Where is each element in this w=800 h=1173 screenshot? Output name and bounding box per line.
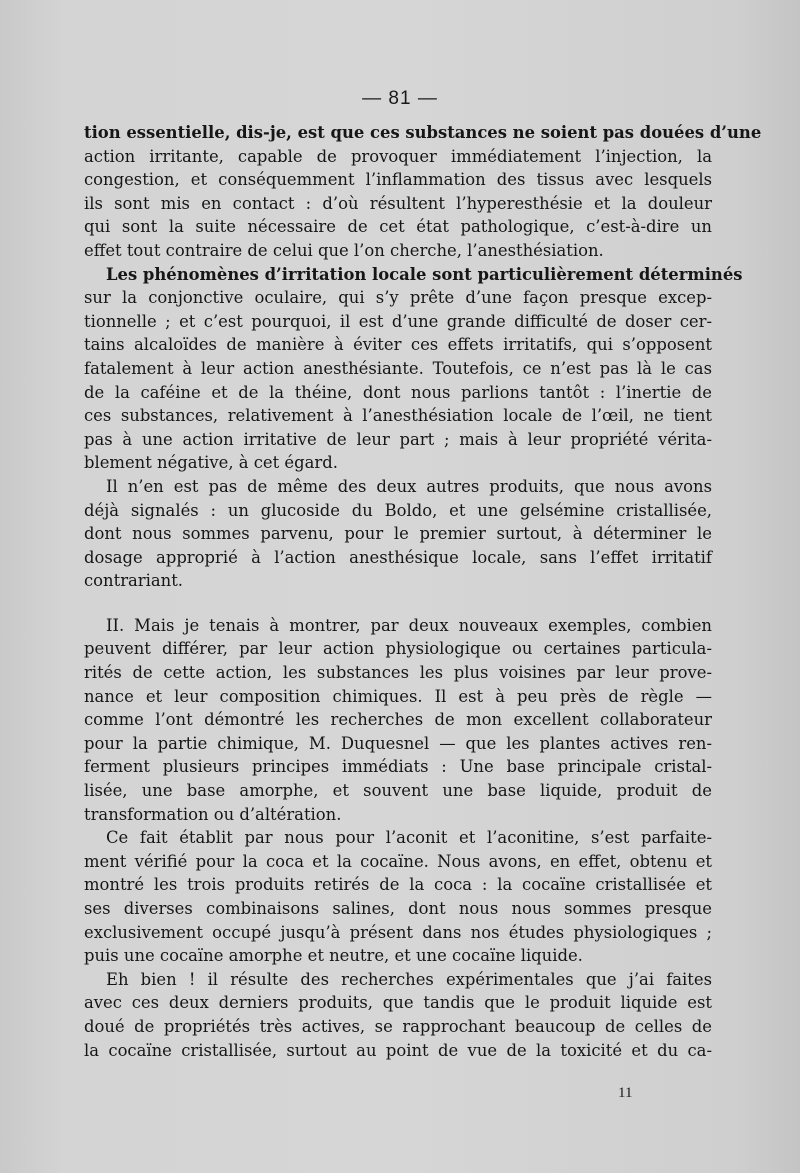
text-line: Les phénomènes d’irritation locale sont particulièrement déterminés [106, 264, 743, 284]
paragraph [84, 475, 712, 593]
text-line: lisée, une base amorphe, et souvent une base liquide, produit de [84, 781, 712, 801]
text-line: montré les trois produits retirés de la coca : la cocaïne cristallisée et [84, 875, 712, 895]
text-line: transformation ou d’altération. [84, 804, 342, 824]
section-gap [84, 593, 712, 614]
text-line: ses diverses combinaisons salines, dont nous nous sommes presque [84, 899, 712, 918]
text-line: ces substances, relativement à l’anesthésiation locale de l’œil, ne tient [84, 406, 712, 426]
text-line: de la caféine et de la théine, dont nous parlions tantôt : l’inertie de [84, 382, 712, 402]
text-line: tains alcaloïdes de manière à éviter ces effets irritatifs, qui s’opposent [84, 335, 712, 355]
text-line: tionnelle ; et c’est pourquoi, il est d’une grande difficulté de doser cer- [84, 311, 712, 331]
text-line: ment vérifié pour la coca et la cocaïne. Nous avons, en effet, obtenu et [84, 851, 712, 871]
text-line: doué de propriétés très actives, se rapprochant beaucoup de celles de [84, 1016, 712, 1036]
text-line: dosage approprié à l’action anesthésique locale, sans l’effet irritatif [84, 547, 712, 567]
signature-mark: 11 [618, 1085, 633, 1101]
text-line: Ce fait établit par nous pour l’aconit et l’aconitine, s’est parfaite- [106, 828, 712, 848]
paragraph [84, 614, 712, 826]
text-line: comme l’ont démontré les recherches de mon excellent collaborateur [84, 710, 712, 730]
text-line: congestion, et conséquemment l’inflammation des tissus avec lesquels [84, 170, 712, 190]
text-line: pas à une action irritative de leur part ; mais à leur propriété vérita- [84, 429, 712, 449]
text-line: blement négative, à cet égard. [84, 453, 338, 473]
text-line: nance et leur composition chimiques. Il est à peu près de règle — [84, 686, 712, 706]
text-line: ils sont mis en contact : d’où résultent l’hyperesthésie et la douleur [84, 193, 712, 213]
text-line: fatalement à leur action anesthésiante. Toutefois, ce n’est pas là le cas [84, 358, 712, 378]
text-line: déjà signalés : un glucoside du Boldo, et une gelsémine cristallisée, [84, 500, 712, 520]
text-line: Eh bien ! il résulte des recherches expérimentales que j’ai faites [106, 969, 712, 989]
text-line: action irritante, capable de provoquer immédiatement l’injection, la [84, 146, 712, 166]
text-line: peuvent différer, par leur action physiologique ou certaines particula- [84, 639, 712, 659]
text-line: puis une cocaïne amorphe et neutre, et une cocaïne liquide. [84, 946, 583, 966]
text-line: contrariant. [84, 571, 184, 591]
text-line: II. Mais je tenais à montrer, par deux nouveaux exemples, combien [106, 615, 712, 635]
text-line: exclusivement occupé jusqu’à présent dans nos études physiologiques ; [84, 922, 712, 942]
paragraph [84, 826, 712, 968]
text-line: ferment plusieurs principes immédiats : Une base principale cristal- [84, 757, 712, 777]
text-line: qui sont la suite nécessaire de cet état pathologique, c’est-à-dire un [84, 217, 712, 237]
paragraph [84, 121, 762, 263]
paragraph [84, 968, 712, 1062]
text-line: effet tout contraire de celui que l’on cherche, l’anesthésiation. [84, 240, 604, 260]
text-line: sur la conjonctive oculaire, qui s’y prête d’une façon presque excep- [84, 288, 712, 308]
text-line: dont nous sommes parvenu, pour le premier surtout, à déterminer le [84, 524, 712, 544]
text-line: la cocaïne cristallisée, surtout au point de vue de la toxicité et du ca- [84, 1040, 712, 1060]
text-line: pour la partie chimique, M. Duquesnel — que les plantes actives ren- [84, 733, 712, 753]
text-line: Il n’en est pas de même des deux autres produits, que nous avons [106, 476, 712, 496]
text-line: avec ces deux derniers produits, que tandis que le produit liquide est [84, 993, 712, 1013]
body-text [84, 121, 762, 1062]
text-line: rités de cette action, les substances les plus voisines par leur prove- [84, 663, 712, 683]
page-number: — 81 — [362, 88, 438, 109]
paragraph [84, 263, 743, 475]
text-line: tion essentielle, dis-je, est que ces substances ne soient pas douées d’une [84, 123, 762, 142]
